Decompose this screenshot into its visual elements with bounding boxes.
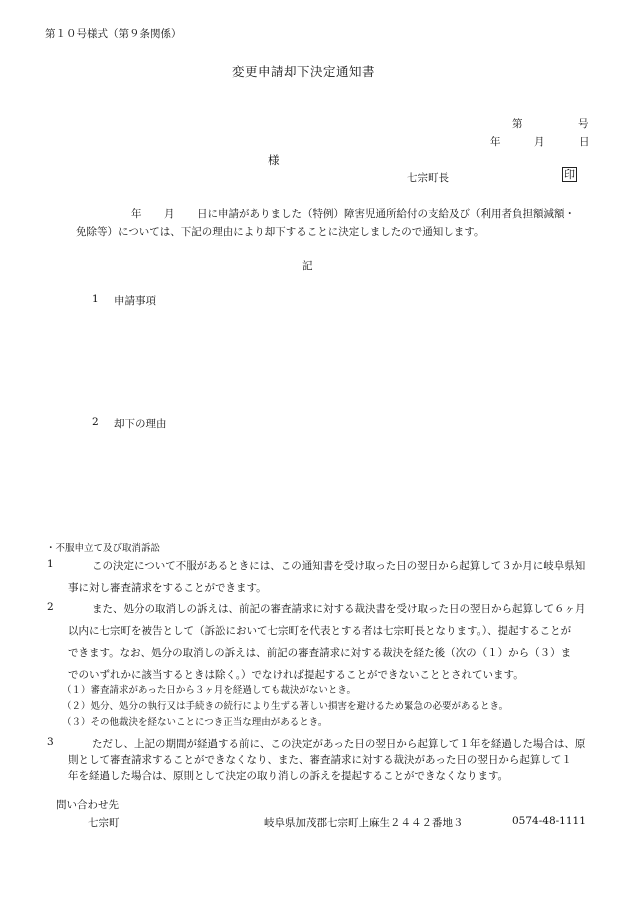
contact-address: 岐阜県加茂郡七宗町上麻生２４４２番地３ — [264, 817, 464, 829]
issuer-name: 七宗町長 — [407, 172, 449, 184]
note-2-line-4: でのいずれかに該当するときは除く。）でなければ提起することができないこととされています。 — [68, 669, 524, 681]
item-1-number: 1 — [92, 293, 99, 305]
contact-name: 七宗町 — [88, 817, 120, 829]
note-3-line-3: 年を経過した場合は、原則として決定の取り消しの訴えを提起することができなくなります。 — [68, 770, 509, 782]
note-3-line-2: 則として審査請求することができなくなり、また、審査請求に対する裁決があった日の翌日から起算して１ — [68, 754, 572, 766]
note-2-number: 2 — [47, 601, 54, 613]
seal-label: 印 — [564, 168, 575, 181]
item-2-number: 2 — [92, 416, 99, 428]
body-line-1: 日に申請がありました（特例）障害児通所給付の支給及び（利用者負担額減額・ — [197, 208, 575, 220]
note-3-number: 3 — [47, 736, 54, 748]
document-title: 変更申請却下決定通知書 — [232, 64, 376, 79]
note-2-subitem-1: （１）審査請求があった日から３ヶ月を経過しても裁決がないとき。 — [62, 685, 357, 696]
ki-label: 記 — [302, 260, 313, 272]
note-1-line-2: 事に対し審査請求をすることができます。 — [68, 582, 267, 594]
note-2-line-3: できます。なお、処分の取消しの訴えは、前記の審査請求に対する裁決を経た後（次の（１）から（３）ま — [68, 647, 572, 659]
body-date-year: 年 — [131, 208, 142, 220]
date-day: 日 — [579, 136, 590, 148]
doc-number-go: 号 — [578, 118, 589, 130]
note-3-line-1: ただし、上記の期間が経過する前に、この決定があった日の翌日から起算して１年を経過した場合は、原 — [92, 738, 586, 750]
body-line-2: 免除等）については、下記の理由により却下することに決定しましたので通知します。 — [76, 226, 485, 238]
date-month: 月 — [534, 136, 545, 148]
contact-phone: 0574-48-1111 — [512, 815, 586, 827]
note-1-number: 1 — [47, 558, 54, 570]
item-1-label: 申請事項 — [114, 295, 156, 307]
seal-mark — [562, 167, 577, 182]
contact-heading: 問い合わせ先 — [56, 799, 119, 811]
item-2-label: 却下の理由 — [114, 418, 167, 430]
notes-heading: ・不服申立て及び取消訴訟 — [46, 543, 161, 554]
note-2-subitem-3: （３）その他裁決を経ないことにつき正当な理由があるとき。 — [62, 717, 328, 728]
recipient-suffix: 様 — [268, 153, 280, 167]
date-year: 年 — [490, 136, 501, 148]
note-2-line-2: 以内に七宗町を被告として（訴訟において七宗町を代表とする者は七宗町長となります。）、提起することが — [68, 625, 572, 637]
note-2-subitem-2: （２）処分、処分の執行又は手続きの続行により生ずる著しい損害を避けるため緊急の必要があるとき。 — [62, 701, 509, 712]
body-date-month: 月 — [164, 208, 175, 220]
note-1-line-1: この決定について不服があるときには、この通知書を受け取った日の翌日から起算して３か月に岐阜県知 — [92, 560, 586, 572]
doc-number-dai: 第 — [512, 118, 523, 130]
form-number: 第１０号様式（第９条関係） — [45, 28, 182, 40]
note-2-line-1: また、処分の取消しの訴えは、前記の審査請求に対する裁決書を受け取った日の翌日から起算して６ヶ月 — [92, 603, 586, 615]
